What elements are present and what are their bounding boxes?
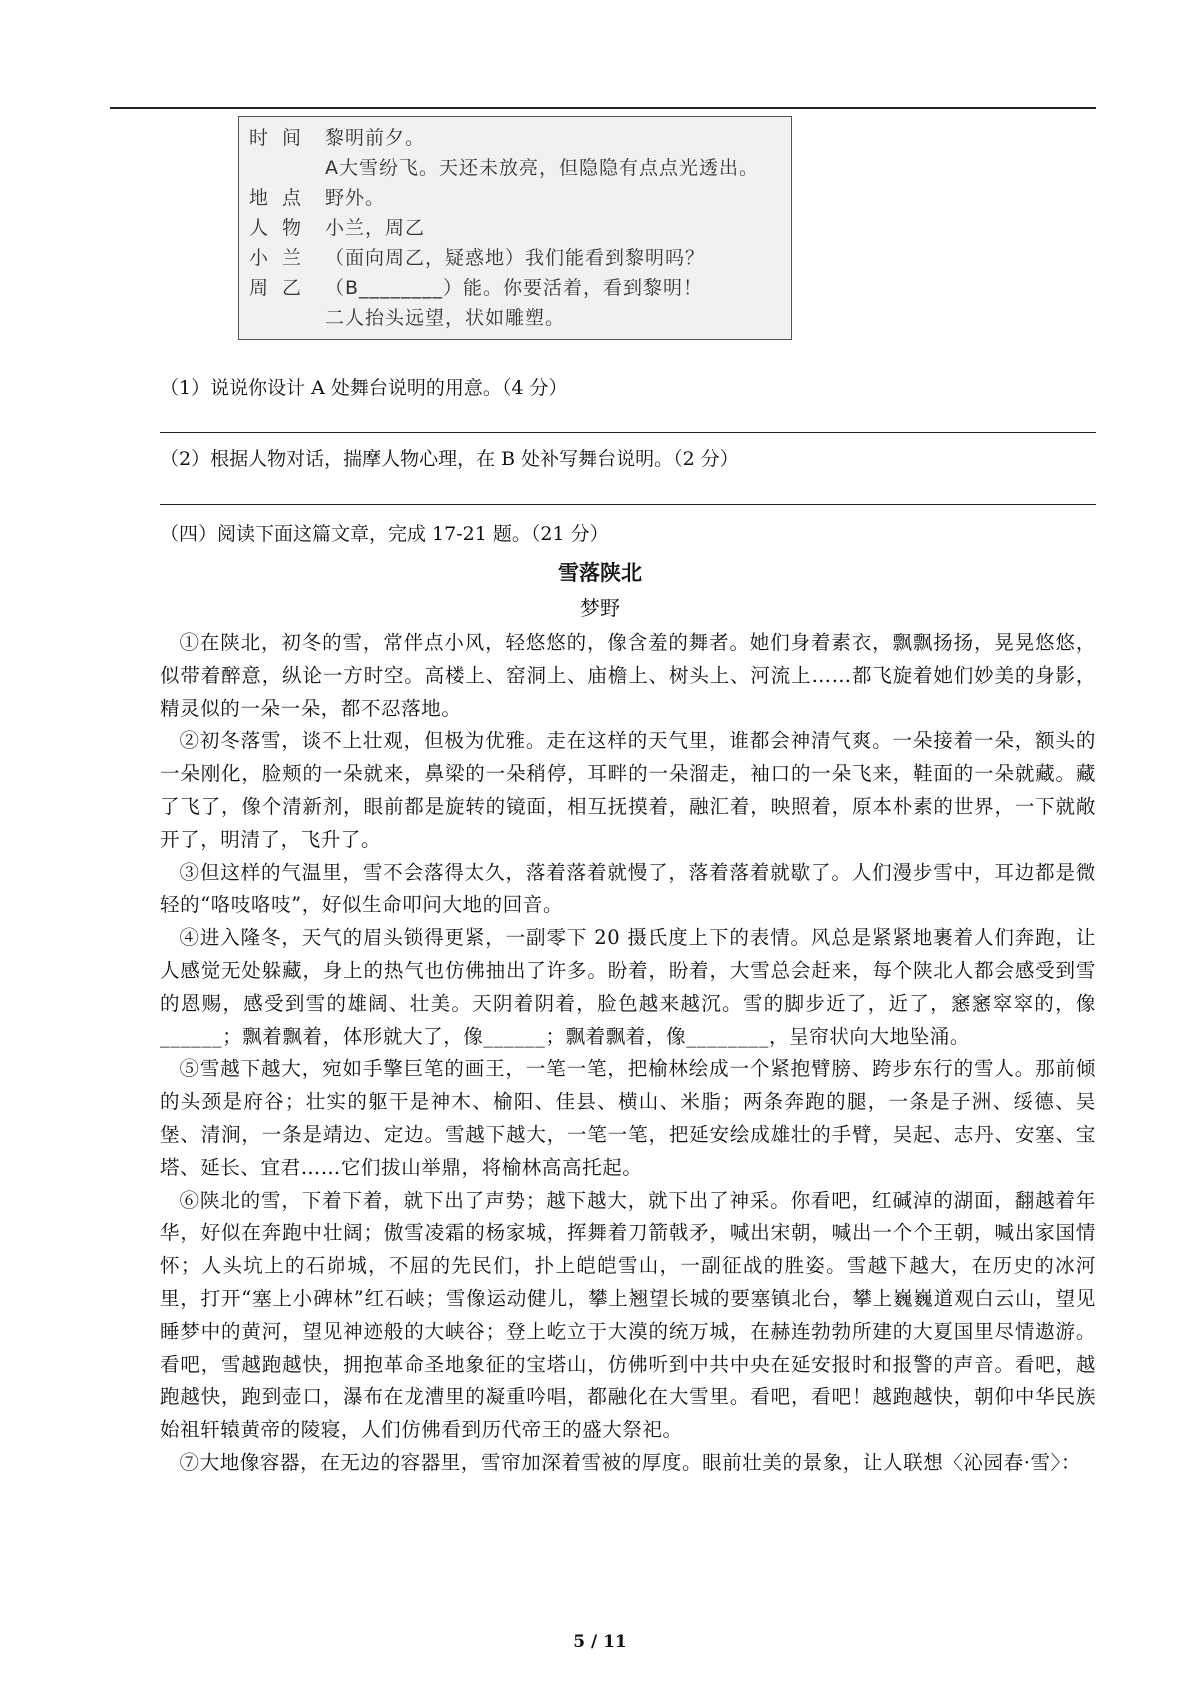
article-body	[160, 627, 1096, 1480]
paragraph-3: ③但这样的气温里，雪不会落得太久，落着落着就慢了，落着落着就歇了。人们漫步雪中，耳边都是微轻的“咯吱咯吱”，好似生命叩问大地的回音。	[160, 860, 1096, 917]
paragraph-4: ④进入隆冬，天气的眉头锁得更紧，一副零下 20 摄氏度上下的表情。风总是紧紧地裹着人们奔跑，让人感觉无处躲藏，身上的热气也仿佛抽出了许多。盼着，盼着，大雪总会赶来，每个陕北人都会感受到雪的恩赐，感受到雪的雄阔、壮美。天阴着阴着，脸色越来越沉。雪的脚步近了，近了，窸窸窣窣的，像______；飘着飘着，体形就大了，像______；飘着飘着，像________，呈帘状向大地坠涌。	[160, 926, 1096, 1048]
paragraph-1: ①在陕北，初冬的雪，常伴点小风，轻悠悠的，像含羞的舞者。她们身着素衣，飘飘扬扬，晃晃悠悠，似带着醉意，纵论一方时空。高楼上、窑洞上、庙檐上、树头上、河流上……都飞旋着她们妙美的身影，精灵似的一朵一朵，都不忍落地。	[160, 631, 1096, 720]
question-2: （2）根据人物对话，揣摩人物心理，在 B 处补写舞台说明。（2 分）	[160, 448, 739, 470]
article-author: 梦野	[580, 596, 620, 620]
question-1: （1）说说你设计 A 处舞台说明的用意。（4 分）	[160, 377, 568, 399]
answer-line-2	[160, 504, 1096, 505]
script-line: 人物 小兰，周乙	[249, 217, 426, 239]
section-4-instruction: （四）阅读下面这篇文章，完成 17-21 题。（21 分）	[160, 523, 609, 545]
script-line: A大雪纷飞。天还未放亮，但隐隐有点点光透出。	[325, 157, 759, 179]
script-excerpt-box	[238, 116, 792, 340]
script-line: 小兰 （面向周乙，疑惑地）我们能看到黎明吗？	[249, 247, 706, 269]
script-line: 地点 野外。	[249, 187, 386, 209]
script-line: 二人抬头远望，状如雕塑。	[325, 307, 566, 329]
script-line: 时间 黎明前夕。	[249, 127, 426, 149]
header-rule	[110, 107, 1096, 109]
paragraph-5: ⑤雪越下越大，宛如手擎巨笔的画王，一笔一笔，把榆林绘成一个紧抱臂膀、跨步东行的雪人。那前倾的头颈是府谷；壮实的躯干是神木、榆阳、佳县、横山、米脂；两条奔跑的腿，一条是子洲、绥德、吴堡、清涧，一条是靖边、定边。雪越下越大，一笔一笔，把延安绘成雄壮的手臂，吴起、志丹、安塞、宝塔、延长、宜君……它们拔山举鼎，将榆林高高托起。	[160, 1057, 1096, 1179]
paragraph-7: ⑦大地像容器，在无边的容器里，雪帘加深着雪被的厚度。眼前壮美的景象，让人联想〈沁园春·雪〉：	[179, 1450, 1082, 1474]
page-number: 5 / 11	[573, 1632, 627, 1652]
paragraph-6: ⑥陕北的雪，下着下着，就下出了声势；越下越大，就下出了神采。你看吧，红碱淖的湖面，翻越着年华，好似在奔跑中壮阔；傲雪凌霜的杨家城，挥舞着刀箭戟矛，喊出宋朝，喊出一个个王朝，喊出家国情怀；人头坑上的石峁城，不屈的先民们，扑上皑皑雪山，一副征战的胜姿。雪越下越大，在历史的冰河里，打开“塞上小碑林”红石峡；雪像运动健儿，攀上翘望长城的要塞镇北台，攀上巍巍道观白云山，望见睡梦中的黄河，望见神迹般的大峡谷；登上屹立于大漠的统万城，在赫连勃勃所建的大夏国里尽情遨游。看吧，雪越跑越快，拥抱革命圣地象征的宝塔山，仿佛听到中共中央在延安报时和报警的声音。看吧，越跑越快，跑到壶口，瀑布在龙漕里的凝重吟唱，都融化在大雪里。看吧，看吧！越跑越快，朝仰中华民族始祖轩辕黄帝的陵寝，人们仿佛看到历代帝王的盛大祭祀。	[160, 1188, 1096, 1442]
paragraph-2: ②初冬落雪，谈不上壮观，但极为优雅。走在这样的天气里，谁都会神清气爽。一朵接着一朵，额头的一朵刚化，脸颊的一朵就来，鼻梁的一朵稍停，耳畔的一朵溜走，袖口的一朵飞来，鞋面的一朵就藏。藏了飞了，像个清新剂，眼前都是旋转的镜面，相互抚摸着，融汇着，映照着，原本朴素的世界，一下就敞开了，明清了，飞升了。	[160, 729, 1096, 851]
answer-line-1	[160, 432, 1096, 433]
article-title: 雪落陕北	[558, 561, 642, 585]
script-line: 周乙 （B________）能。你要活着，看到黎明！	[249, 277, 704, 299]
